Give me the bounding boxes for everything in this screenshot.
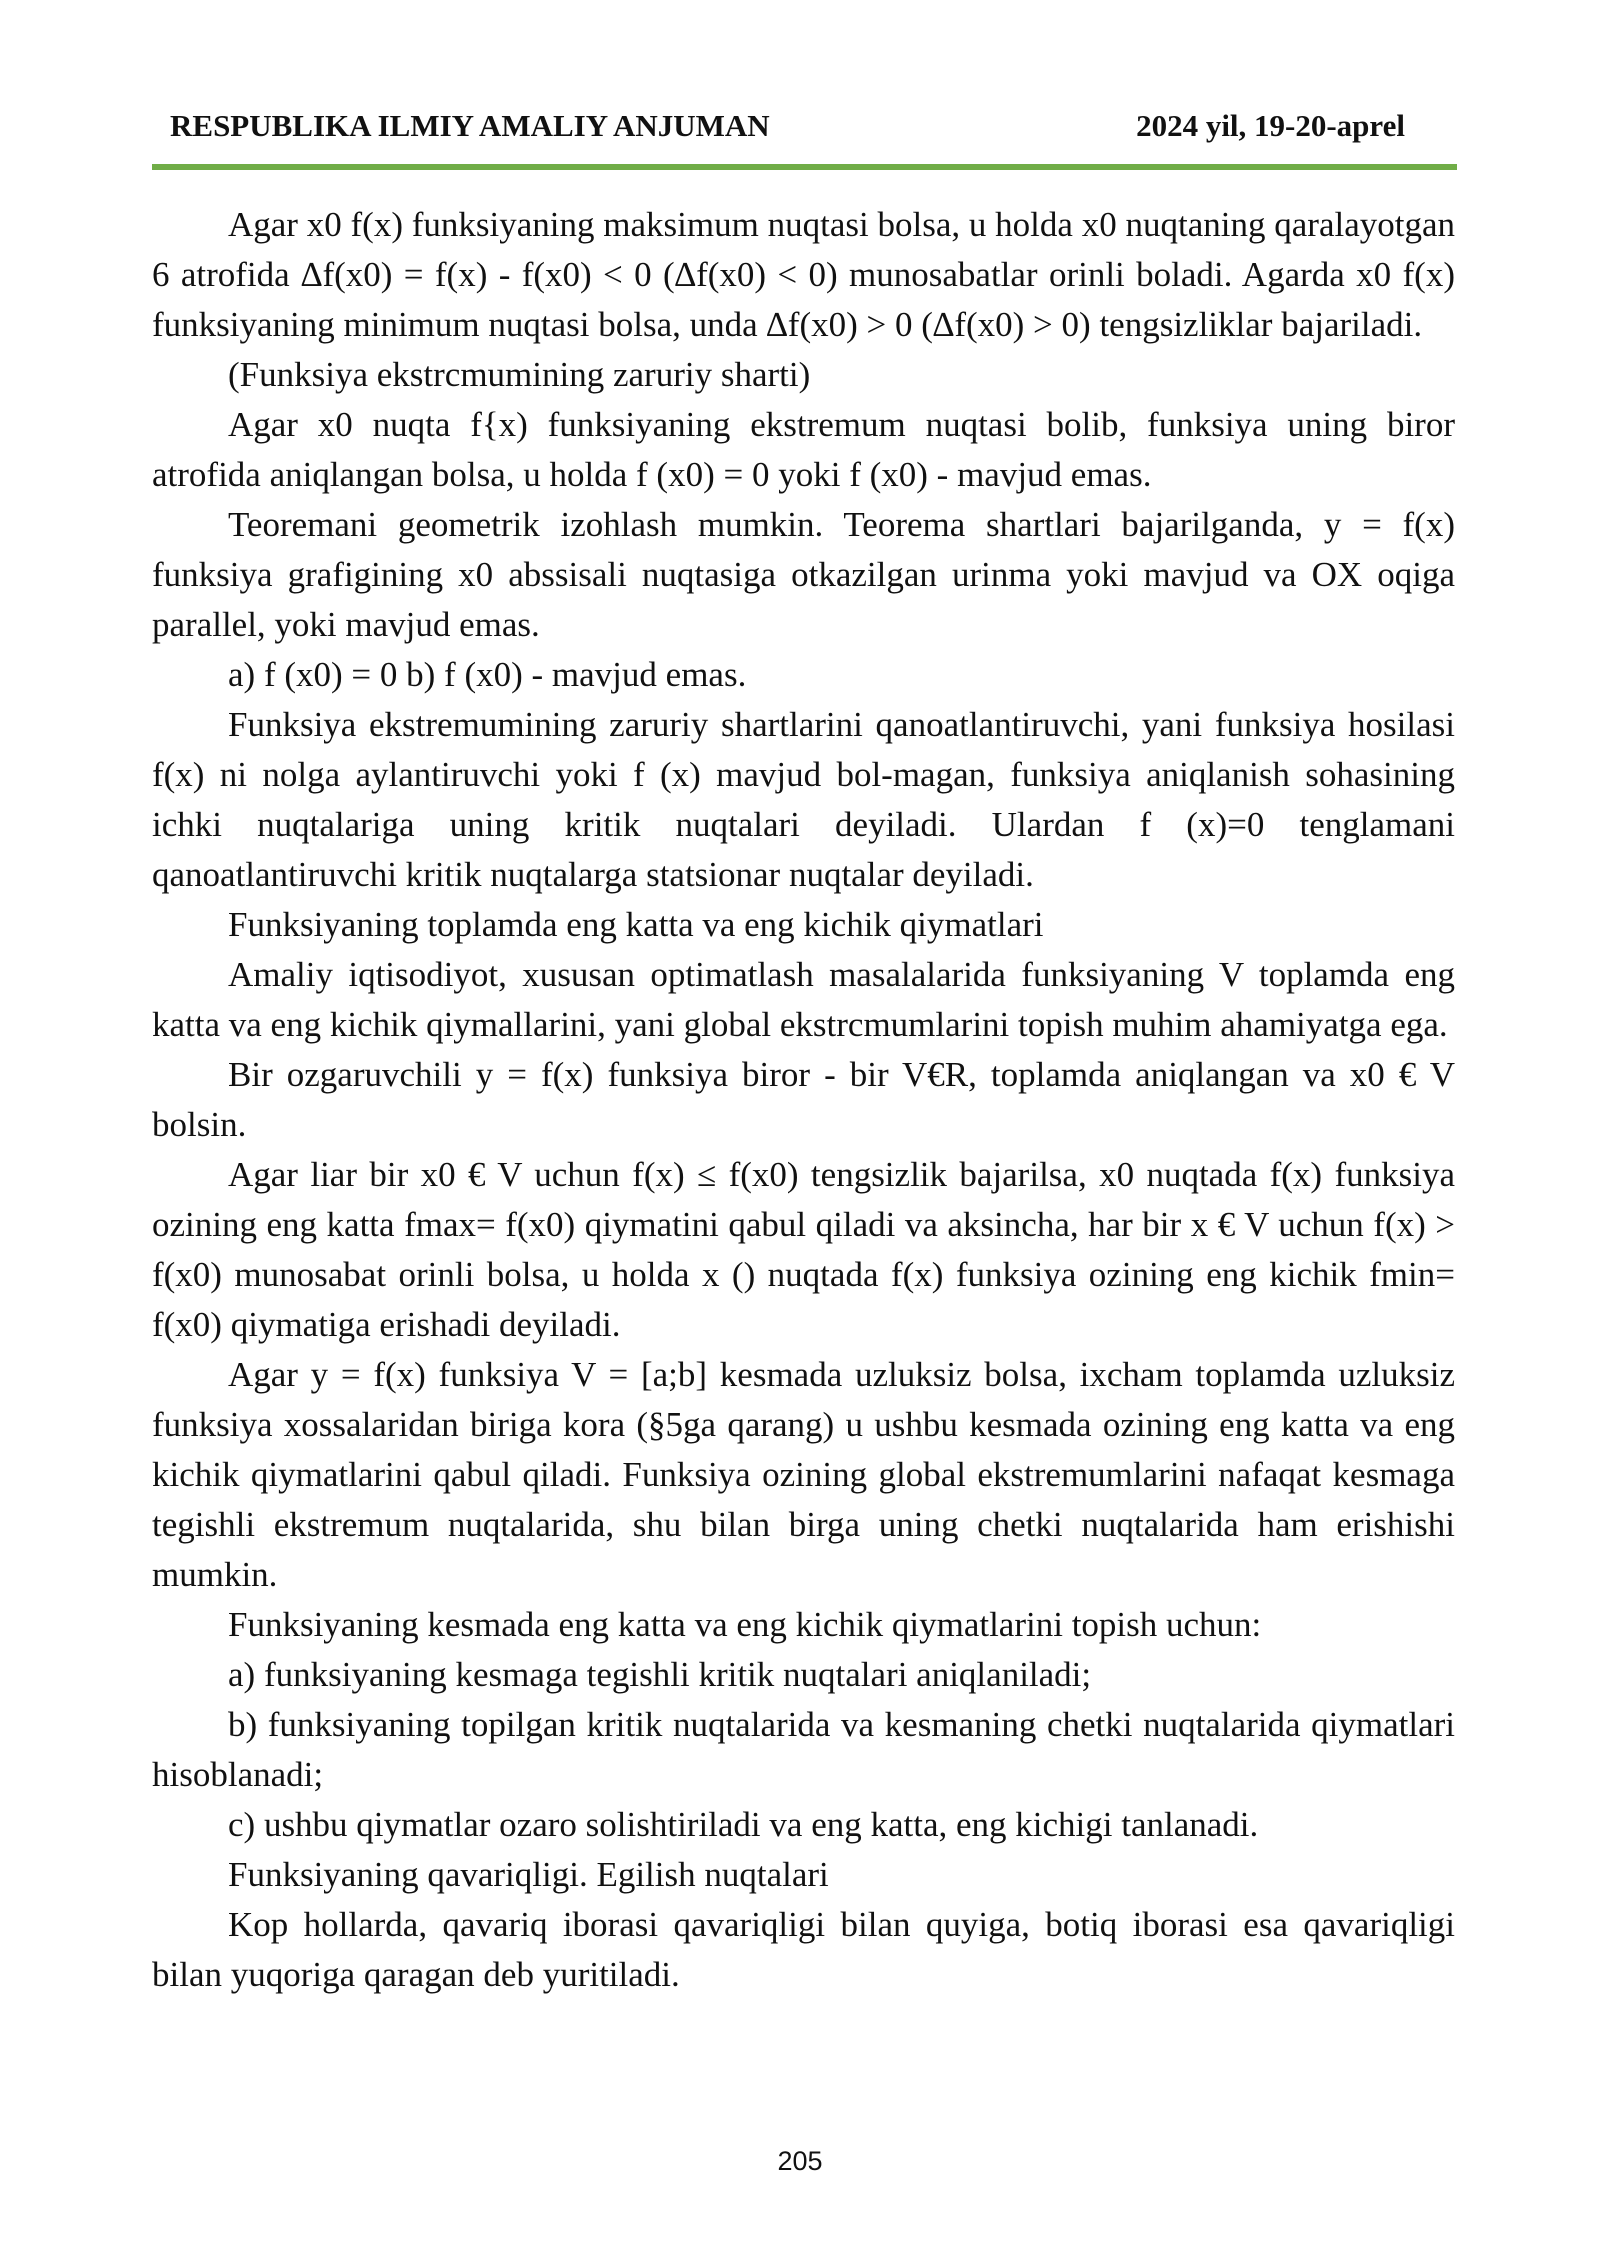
- paragraph: a) funksiyaning kesmaga tegishli kritik nuqtalari aniqlaniladi;: [228, 1655, 1092, 1694]
- paragraph: Teoremani geometrik izohlash mumkin. Teorema shartlari bajarilganda, y = f(x) funksiya grafigining x0 abssisali nuqtasiga otkazilgan urinma yoki mavjud va OX oqiga parallel, yoki mavjud emas.: [152, 505, 1455, 644]
- paragraph: b) funksiyaning topilgan kritik nuqtalarida va kesmaning chetki nuqtalarida qiymatlari hisoblanadi;: [152, 1705, 1455, 1794]
- paragraph: c) ushbu qiymatlar ozaro solishtiriladi va eng katta, eng kichigi tanlanadi.: [228, 1805, 1259, 1844]
- paragraph: Bir ozgaruvchili y = f(x) funksiya biror - bir V€R, toplamda aniqlangan va x0 € V bolsin.: [152, 1055, 1455, 1144]
- paragraph: Agar x0 nuqta f{x) funksiyaning ekstremum nuqtasi bolib, funksiya uning biror atrofida aniqlangan bolsa, u holda f (x0) = 0 yoki f (x0) - mavjud emas.: [152, 405, 1455, 494]
- paragraph: Amaliy iqtisodiyot, xususan optimatlash masalalarida funksiyaning V toplamda eng katta va eng kichik qiymallarini, yani global ekstrcmumlarini topish muhim ahamiyatga ega.: [152, 955, 1455, 1044]
- paragraph: Agar x0 f(x) funksiyaning maksimum nuqtasi bolsa, u holda x0 nuqtaning qaralayotgan 6 atrofida ∆f(x0) = f(x) - f(x0) < 0 (∆f(x0) < 0) munosabatlar orinli boladi. Agarda x0 f(x) funksiyaning minimum nuqtasi bolsa, unda ∆f(x0) > 0 (∆f(x0) > 0) tengsizliklar bajariladi.: [152, 205, 1455, 344]
- paragraph: Agar y = f(x) funksiya V = [a;b] kesmada uzluksiz bolsa, ixcham toplamda uzluksiz funksiya xossalaridan biriga kora (§5ga qarang) u ushbu kesmada ozining eng katta va eng kichik qiymatlarini qabul qiladi. Funksiya ozining global ekstremumlarini nafaqat kesmaga tegishli ekstremum nuqtalarida, shu bilan birga uning chetki nuqtalarida ham erishishi mumkin.: [152, 1355, 1455, 1594]
- paragraph: Kop hollarda, qavariq iborasi qavariqligi bilan quyiga, botiq iborasi esa qavariqligi bilan yuqoriga qaragan deb yuritiladi.: [152, 1905, 1455, 1994]
- document-body: [152, 200, 1455, 2000]
- header-divider: [152, 164, 1457, 170]
- conference-date: 2024 yil, 19-20-aprel: [1136, 108, 1405, 143]
- conference-title: RESPUBLIKA ILMIY AMALIY ANJUMAN: [170, 108, 770, 143]
- paragraph: Agar liar bir x0 € V uchun f(x) ≤ f(x0) tengsizlik bajarilsa, x0 nuqtada f(x) funksiya ozining eng katta fmax= f(x0) qiymatini qabul qiladi va aksincha, har bir x € V uchun f(x) > f(x0) munosabat orinli bolsa, u holda x () nuqtada f(x) funksiya ozining eng kichik fmin= f(x0) qiymatiga erishadi deyiladi.: [152, 1155, 1455, 1344]
- page-number: 205: [777, 2146, 823, 2176]
- paragraph: Funksiyaning kesmada eng katta va eng kichik qiymatlarini topish uchun:: [228, 1605, 1262, 1644]
- paragraph: a) f (x0) = 0 b) f (x0) - mavjud emas.: [228, 655, 747, 694]
- paragraph: (Funksiya ekstrcmumining zaruriy sharti): [228, 355, 811, 394]
- paragraph: Funksiya ekstremumining zaruriy shartlarini qanoatlantiruvchi, yani funksiya hosilasi f(x) ni nolga aylantiruvchi yoki f (x) mavjud bol-magan, funksiya aniqlanish sohasining ichki nuqtalariga uning kritik nuqtalari deyiladi. Ulardan f (x)=0 tenglamani qanoatlantiruvchi kritik nuqtalarga statsionar nuqtalar deyiladi.: [152, 705, 1455, 894]
- paragraph: Funksiyaning toplamda eng katta va eng kichik qiymatlari: [228, 905, 1044, 944]
- paragraph: Funksiyaning qavariqligi. Egilish nuqtalari: [228, 1855, 829, 1894]
- page-header: [170, 108, 1405, 154]
